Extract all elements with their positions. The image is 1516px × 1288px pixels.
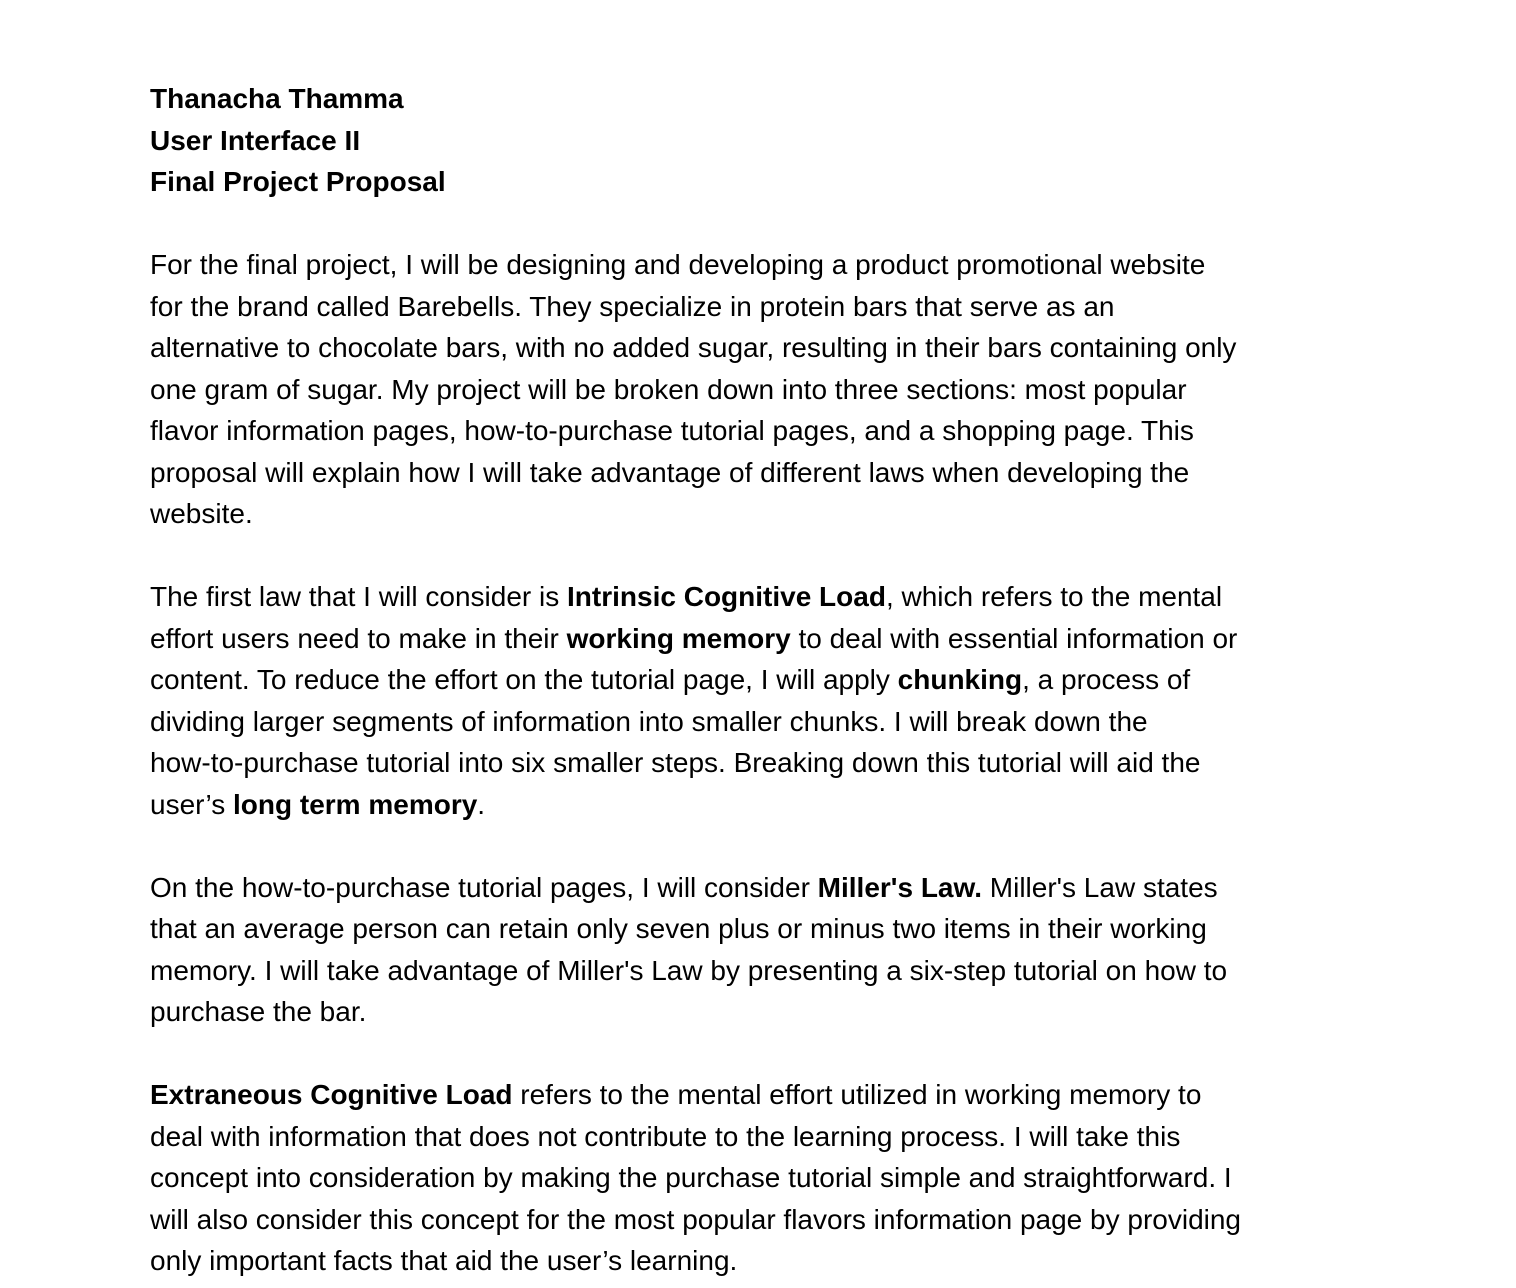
text-segment: for the brand called Barebells. They specialize in protein bars that serve as an	[150, 290, 1115, 322]
text-segment: effort users need to make in their	[150, 622, 567, 654]
text-segment: alternative to chocolate bars, with no added sugar, resulting in their bars containing only	[150, 332, 1237, 363]
text-segment: user’s	[150, 788, 234, 820]
text-line	[150, 867, 1241, 909]
bold-term: long term memory	[233, 788, 478, 820]
text-line	[150, 742, 1241, 784]
text-segment: flavor information pages, how-to-purchase tutorial pages, and a shopping page. This	[150, 415, 1194, 446]
text-line	[150, 1074, 1241, 1116]
text-segment: The first law that I will consider is	[150, 581, 568, 612]
text-segment: only important facts that aid the user’s learning.	[150, 1245, 738, 1276]
text-line	[150, 327, 1241, 369]
document-title: Final Project Proposal	[150, 166, 446, 197]
paragraph	[150, 1074, 1241, 1282]
text-segment: one gram of sugar. My project will be broken down into three sections: most popular	[150, 373, 1187, 405]
paragraph	[150, 576, 1241, 825]
text-line	[150, 576, 1241, 618]
bold-term: Intrinsic Cognitive Load	[567, 581, 886, 612]
text-line	[150, 908, 1241, 950]
text-segment: , which refers to the mental	[885, 581, 1223, 612]
paragraph	[150, 867, 1241, 1033]
text-line	[150, 369, 1241, 411]
text-line	[150, 701, 1241, 743]
bold-term: Miller's Law.	[817, 871, 983, 903]
text-segment: website.	[150, 498, 253, 529]
text-segment: will also consider this concept for the most popular flavors information page by providing	[150, 1203, 1242, 1235]
text-segment: purchase the bar.	[150, 996, 367, 1027]
text-line	[150, 452, 1241, 494]
bold-term: Extraneous Cognitive Load	[150, 1079, 513, 1110]
text-segment: that an average person can retain only seven plus or minus two items in their working	[150, 913, 1207, 944]
text-line	[150, 410, 1241, 452]
text-line	[150, 1116, 1241, 1158]
text-segment: For the final project, I will be designing and developing a product promotional website	[150, 249, 1206, 280]
text-line	[150, 618, 1241, 660]
text-segment: how-to-purchase tutorial into six smaller steps. Breaking down this tutorial will aid the	[150, 747, 1201, 778]
text-segment: memory. I will take advantage of Miller's Law by presenting a six-step tutorial on how to	[150, 954, 1228, 986]
text-line	[150, 784, 1241, 826]
text-line	[150, 1240, 1241, 1282]
text-line	[150, 1199, 1241, 1241]
text-segment: deal with information that does not contribute to the learning process. I will take this	[150, 1120, 1181, 1152]
text-segment: , a process of	[1022, 664, 1191, 695]
text-line	[150, 991, 1241, 1033]
document-header	[150, 78, 1241, 203]
text-segment: proposal will explain how I will take advantage of different laws when developing the	[150, 456, 1190, 488]
text-line	[150, 1157, 1241, 1199]
text-segment: concept into consideration by making the purchase tutorial simple and straightforward. I	[150, 1162, 1232, 1193]
text-segment: content. To reduce the effort on the tutorial page, I will apply	[150, 664, 898, 695]
text-segment: refers to the mental effort utilized in working memory to	[512, 1079, 1202, 1110]
bold-term: chunking	[897, 664, 1023, 695]
text-segment: dividing larger segments of information into smaller chunks. I will break down the	[150, 705, 1148, 737]
text-segment: .	[477, 788, 486, 820]
paragraph	[150, 244, 1241, 535]
text-line	[150, 493, 1241, 535]
text-segment: to deal with essential information or	[790, 622, 1238, 654]
text-segment: On the how-to-purchase tutorial pages, I will consider	[150, 871, 818, 903]
author-name: Thanacha Thamma	[150, 83, 404, 114]
document-page	[150, 78, 1241, 1282]
text-segment: Miller's Law states	[982, 871, 1218, 903]
document-body	[150, 244, 1241, 1282]
text-line	[150, 950, 1241, 992]
course-name: User Interface II	[150, 124, 361, 156]
text-line	[150, 286, 1241, 328]
bold-term: working memory	[566, 622, 791, 654]
text-line	[150, 244, 1241, 286]
text-line	[150, 659, 1241, 701]
